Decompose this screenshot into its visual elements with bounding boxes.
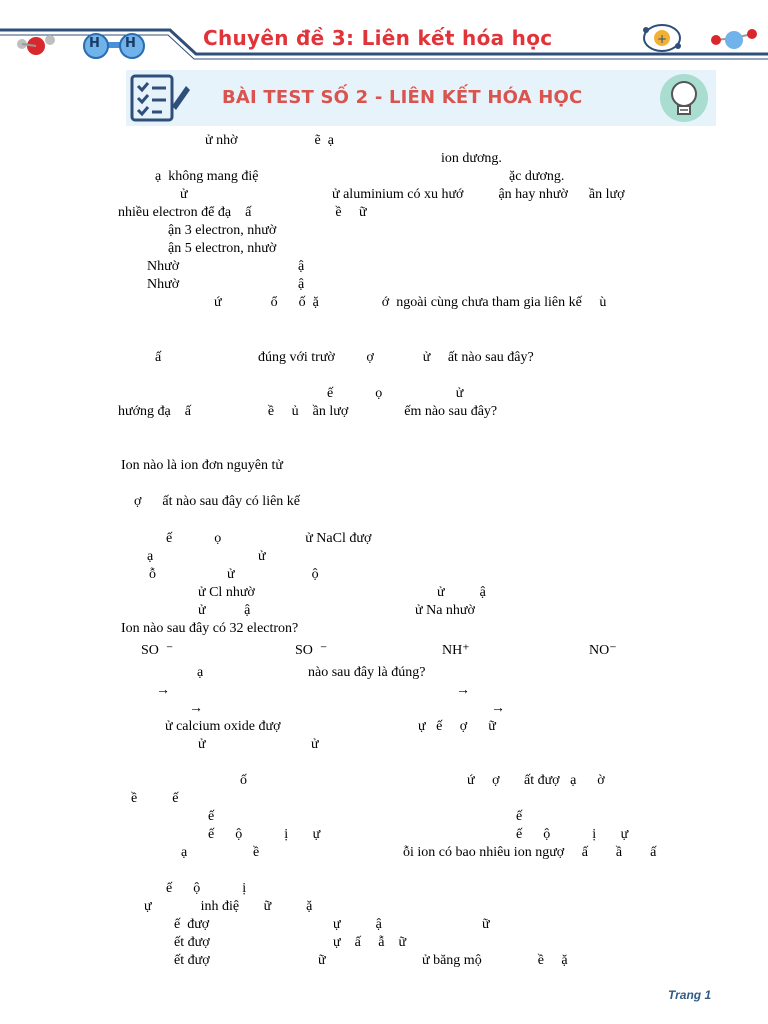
- text-line: nhiều electron để đạ ấ ề ữ: [118, 205, 367, 220]
- text-line: ế ộ ị: [166, 881, 247, 896]
- text-line: ận 5 electron, nhườ: [168, 241, 277, 256]
- text-line: ế đượ: [174, 917, 210, 932]
- text-line: ion dương.: [441, 151, 502, 166]
- text-line: ợ ất nào sau đây có liên kế: [134, 494, 301, 509]
- text-line: đúng với trườ ợ ử ất nào sau đây?: [258, 350, 534, 365]
- text-line: ử Na nhườ: [415, 603, 475, 618]
- page-header: [0, 0, 768, 66]
- text-line: ử: [258, 549, 266, 564]
- text-line: ử: [311, 737, 319, 752]
- text-line: ạ: [147, 549, 154, 564]
- text-line: ề: [253, 845, 260, 860]
- text-line: →: [189, 701, 203, 716]
- text-line: ế ộ ị ự: [516, 827, 629, 842]
- text-line: ạ: [197, 665, 204, 680]
- text-line: ố: [240, 773, 247, 788]
- text-line: ận 3 electron, nhườ: [168, 223, 277, 238]
- text-line: ử: [180, 187, 188, 202]
- text-line: ử ậ: [198, 603, 251, 618]
- text-line: nào sau đây là đúng?: [308, 665, 426, 680]
- text-line: ứ ổ ố ặ ớ ngoài cùng chưa tham gia liên kế ù: [214, 295, 607, 310]
- water-molecule-icon: [17, 35, 55, 55]
- text-line: ữ: [318, 953, 326, 968]
- text-line: →: [456, 683, 470, 698]
- text-line: ạ: [181, 845, 188, 860]
- text-line: ử calcium oxide đượ: [165, 719, 281, 734]
- text-line: hướng đạ ấ ề ủ ần lượ ếm nào sau đây?: [118, 404, 498, 419]
- text-line: ế: [208, 809, 215, 824]
- text-line: Ion nào sau đây có 32 electron?: [121, 621, 299, 636]
- text-line: NH⁺: [442, 643, 470, 658]
- text-line: ế ộ ị ự: [208, 827, 321, 842]
- lightbulb-icon: [656, 70, 712, 126]
- text-line: ử nhờ ẽ ạ: [205, 133, 334, 148]
- text-line: SO ⁻: [295, 643, 328, 658]
- hydrogen-left-label: H: [89, 36, 100, 51]
- text-line: ử băng mộ ề ặ: [422, 953, 568, 968]
- text-line: Nhườ: [147, 277, 180, 292]
- text-line: ử ậ: [437, 585, 486, 600]
- text-line: ử aluminium có xu hướ ận hay nhườ ần lượ: [332, 187, 625, 202]
- atom-icon: [643, 25, 681, 51]
- text-line: ự ế ợ ữ: [418, 719, 496, 734]
- text-line: Nhườ: [147, 259, 180, 274]
- text-line: ự ấ ẫ ữ: [333, 935, 407, 950]
- svg-text:+: +: [656, 32, 668, 46]
- hydrogen-right-label: H: [125, 36, 136, 51]
- text-line: ế ọ ử: [327, 386, 464, 401]
- checklist-icon: [128, 72, 192, 124]
- text-line: ứ ợ ất đượ ạ ờ: [467, 773, 605, 788]
- test-title: BÀI TEST SỐ 2 - LIÊN KẾT HÓA HỌC: [222, 87, 583, 108]
- text-line: ử ộ: [227, 567, 319, 582]
- text-line: ết đượ: [174, 935, 210, 950]
- text-line: ậ: [298, 277, 305, 292]
- text-line: ử Cl nhườ: [198, 585, 255, 600]
- text-line: ậ: [298, 259, 305, 274]
- text-line: ử: [198, 737, 206, 752]
- text-line: ế ọ ử NaCl đượ: [166, 531, 372, 546]
- text-line: →: [491, 701, 505, 716]
- molecule-model-icon: [711, 29, 757, 49]
- text-line: ữ: [482, 917, 490, 932]
- text-line: →: [156, 683, 170, 698]
- text-line: ề ế: [131, 791, 179, 806]
- text-line: ạ không mang điệ: [155, 169, 259, 184]
- text-line: NO⁻: [589, 643, 617, 658]
- text-line: ự inh điệ ữ ặ: [144, 899, 313, 914]
- chapter-title: Chuyên đề 3: Liên kết hóa học: [203, 26, 553, 50]
- text-line: Ion nào là ion đơn nguyên tử: [121, 458, 283, 473]
- text-line: ỗi ion có bao nhiêu ion ngượ ấ ầ ấ: [403, 845, 657, 860]
- text-line: ết đượ: [174, 953, 210, 968]
- page-number: Trang 1: [668, 988, 712, 1002]
- text-line: ế: [516, 809, 523, 824]
- text-line: ỗ: [149, 567, 156, 582]
- text-line: ự ậ: [333, 917, 382, 932]
- text-line: ặc dương.: [509, 169, 565, 184]
- text-line: SO ⁻: [141, 643, 174, 658]
- text-line: ấ: [155, 350, 162, 365]
